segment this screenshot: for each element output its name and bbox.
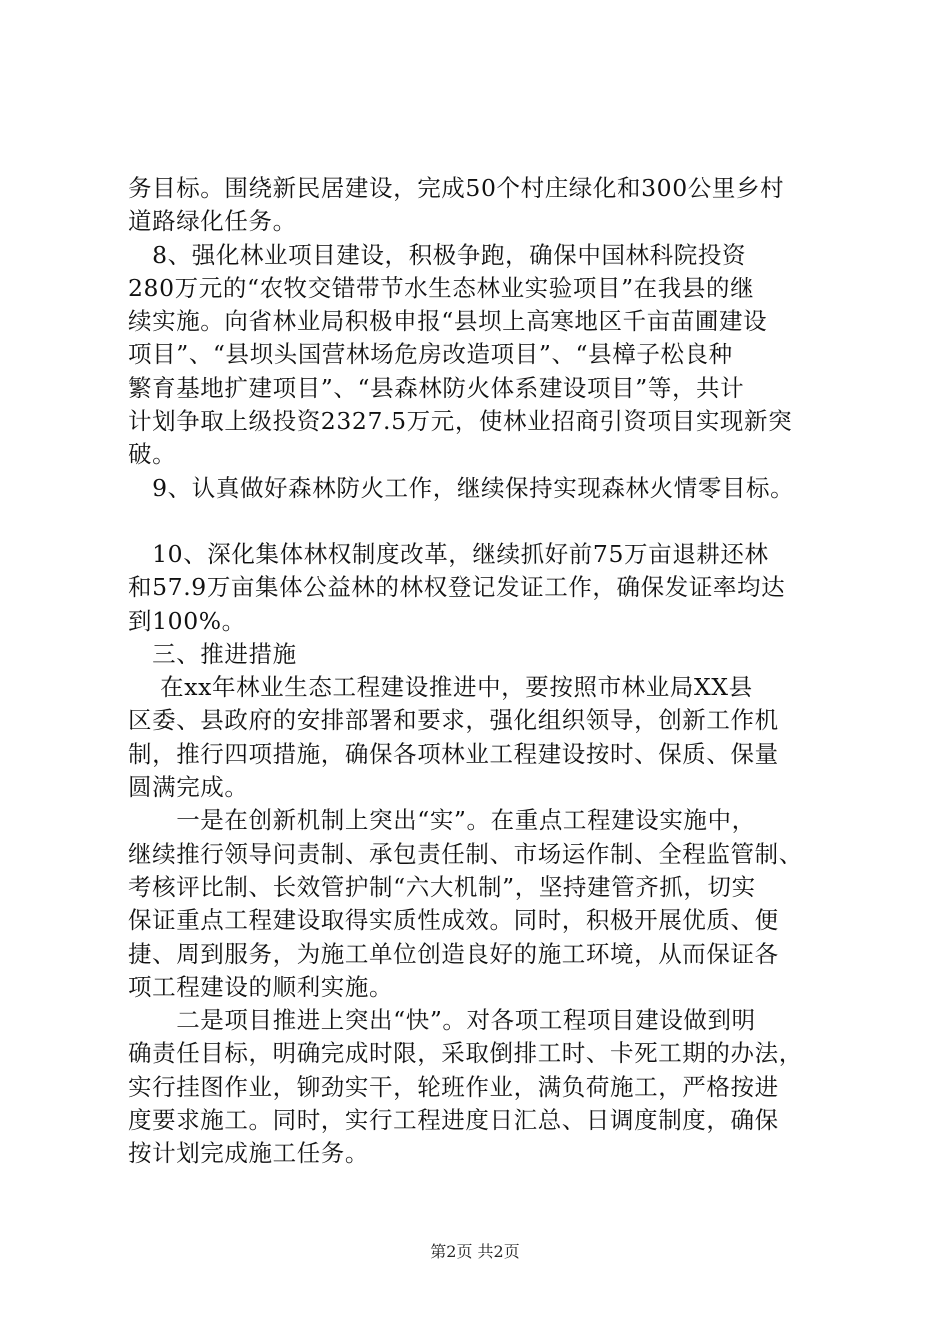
blank-line (128, 505, 848, 538)
text-line: 280万元的“农牧交错带节水生态林业实验项目”在我县的继 (128, 273, 755, 302)
text-line: 破。 (128, 440, 177, 469)
page-footer: 第2页 共2页 (430, 1242, 520, 1261)
text-line: 按计划完成施工任务。 (128, 1139, 369, 1168)
text-line: 和57.9万亩集体公益林的林权登记发证工作，确保发证率均达 (128, 573, 786, 602)
text-line: 制，推行四项措施，确保各项林业工程建设按时、保质、保量 (128, 739, 779, 768)
text-line: 到100%。 (128, 606, 246, 635)
text-line: 考核评比制、长效管护制“六大机制”，坚持建管齐抓，切实 (128, 872, 756, 901)
text-line: 9、认真做好森林防火工作，继续保持实现森林火情零目标。 (128, 473, 795, 502)
text-line: 二是项目推进上突出“快”。对各项工程项目建设做到明 (128, 1006, 756, 1035)
text-line: 一是在创新机制上突出“实”。在重点工程建设实施中， (128, 806, 756, 835)
text-line: 捷、周到服务，为施工单位创造良好的施工环境，从而保证各 (128, 939, 779, 968)
text-line: 道路绿化任务。 (128, 207, 297, 236)
text-line: 项工程建设的顺利实施。 (128, 972, 394, 1001)
text-line: 继续推行领导问责制、承包责任制、市场运作制、全程监管制、 (128, 839, 803, 868)
text-line: 度要求施工。同时，实行工程进度日汇总、日调度制度，确保 (128, 1106, 779, 1135)
text-line: 保证重点工程建设取得实质性成效。同时，积极开展优质、便 (128, 906, 779, 935)
text-line: 8、强化林业项目建设，积极争跑，确保中国林科院投资 (128, 240, 747, 269)
text-line: 项目”、“县坝头国营林场危房改造项目”、“县樟子松良种 (128, 340, 733, 369)
text-line: 实行挂图作业，铆劲实干，轮班作业，满负荷施工，严格按进 (128, 1072, 779, 1101)
text-line: 10、深化集体林权制度改革，继续抓好前75万亩退耕还林 (128, 539, 769, 568)
text-line: 繁育基地扩建项目”、“县森林防火体系建设项目”等，共计 (128, 373, 745, 402)
text-line: 圆满完成。 (128, 773, 249, 802)
text-line: 计划争取上级投资2327.5万元，使林业招商引资项目实现新突 (128, 407, 793, 436)
text-line: 续实施。向省林业局积极申报“县坝上高寒地区千亩苗圃建设 (128, 307, 768, 336)
text-line: 区委、县政府的安排部署和要求，强化组织领导，创新工作机 (128, 706, 779, 735)
text-line: 在xx年林业生态工程建设推进中，要按照市林业局XX县 (128, 673, 753, 702)
text-line: 确责任目标，明确完成时限，采取倒排工时、卡死工期的办法， (128, 1039, 803, 1068)
text-line: 三、推进措施 (128, 639, 297, 668)
document-body (128, 172, 848, 1171)
text-line: 务目标。围绕新民居建设，完成50个村庄绿化和300公里乡村 (128, 174, 785, 202)
